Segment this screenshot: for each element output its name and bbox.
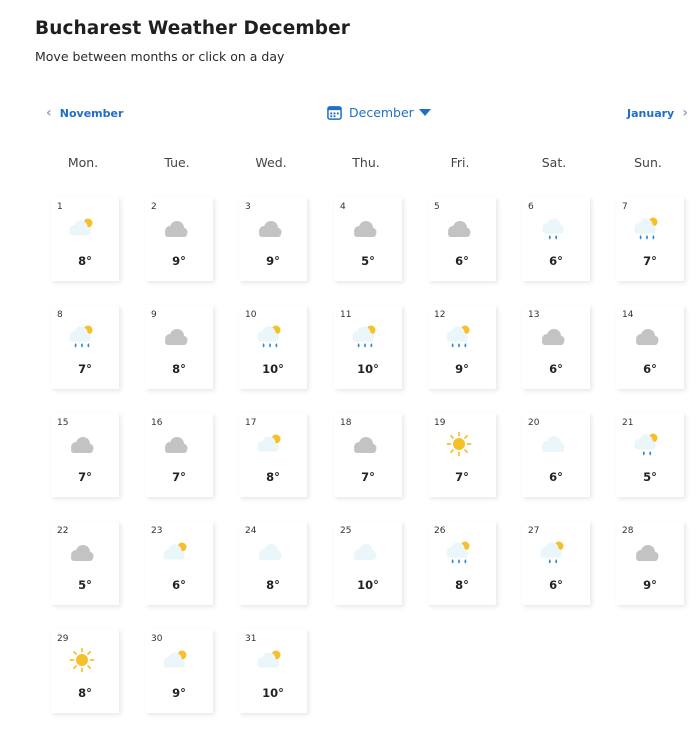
day-temperature: 9° [172, 686, 186, 700]
cloud-icon [67, 537, 97, 571]
day-card[interactable] [522, 197, 590, 281]
day-temperature: 8° [266, 470, 280, 484]
day-temperature: 9° [266, 254, 280, 268]
day-temperature: 9° [455, 362, 469, 376]
weekday-label: Tue. [164, 155, 190, 170]
day-card[interactable] [334, 305, 402, 389]
day-temperature: 10° [262, 686, 284, 700]
weekday-label: Sat. [541, 155, 567, 170]
day-number: 22 [57, 526, 69, 536]
sun-icon [444, 429, 474, 463]
day-number: 1 [57, 202, 63, 212]
day-card[interactable] [145, 197, 213, 281]
cloud-icon [632, 321, 662, 355]
sun-rain-light-icon [538, 537, 568, 571]
day-temperature: 6° [172, 578, 186, 592]
page-subtitle: Move between months or click on a day [35, 49, 285, 64]
partly-cloudy-icon [255, 429, 285, 463]
weekday-label: Mon. [67, 155, 99, 170]
weekday-label: Wed. [255, 155, 287, 170]
day-number: 17 [245, 418, 257, 428]
month-dropdown[interactable] [327, 105, 431, 120]
cloud-icon [444, 213, 474, 247]
cloud-icon [350, 429, 380, 463]
day-temperature: 9° [172, 254, 186, 268]
day-card[interactable] [428, 521, 496, 605]
day-number: 25 [340, 526, 352, 536]
day-temperature: 6° [455, 254, 469, 268]
day-number: 27 [528, 526, 540, 536]
sun-rain-icon [444, 321, 474, 355]
day-number: 20 [528, 418, 540, 428]
day-number: 8 [57, 310, 63, 320]
weekday-label: Thu. [352, 155, 380, 170]
prev-month-label: November [59, 106, 124, 120]
day-card[interactable] [428, 413, 496, 497]
day-card[interactable] [522, 305, 590, 389]
day-number: 16 [151, 418, 163, 428]
day-number: 9 [151, 310, 157, 320]
day-number: 10 [245, 310, 257, 320]
day-card[interactable] [145, 629, 213, 713]
partly-cloudy-icon [67, 213, 97, 247]
day-temperature: 8° [78, 254, 92, 268]
day-card[interactable] [51, 197, 119, 281]
cloud-icon [350, 213, 380, 247]
day-number: 19 [434, 418, 446, 428]
day-number: 11 [340, 310, 352, 320]
day-temperature: 6° [549, 470, 563, 484]
cloud-icon [67, 429, 97, 463]
partly-cloudy-icon [161, 537, 191, 571]
day-card[interactable] [239, 197, 307, 281]
chevron-right-icon: › [682, 105, 688, 121]
day-temperature: 10° [357, 578, 379, 592]
sun-rain-icon [350, 321, 380, 355]
cloud-icon [632, 537, 662, 571]
day-number: 13 [528, 310, 540, 320]
day-temperature: 7° [361, 470, 375, 484]
light-cloud-icon [538, 429, 568, 463]
day-number: 24 [245, 526, 257, 536]
light-cloud-icon [255, 537, 285, 571]
day-number: 15 [57, 418, 69, 428]
day-temperature: 6° [549, 254, 563, 268]
day-card[interactable] [239, 629, 307, 713]
sun-rain-light-icon [632, 429, 662, 463]
day-card[interactable] [51, 521, 119, 605]
day-number: 21 [622, 418, 634, 428]
day-temperature: 6° [643, 362, 657, 376]
day-temperature: 5° [361, 254, 375, 268]
day-card[interactable] [428, 197, 496, 281]
day-card[interactable] [145, 413, 213, 497]
partly-cloudy-icon [255, 645, 285, 679]
day-number: 5 [434, 202, 440, 212]
day-number: 26 [434, 526, 446, 536]
day-temperature: 8° [172, 362, 186, 376]
next-month-link[interactable] [627, 106, 688, 120]
caret-down-icon [419, 109, 431, 116]
day-temperature: 5° [78, 578, 92, 592]
day-number: 29 [57, 634, 69, 644]
day-number: 2 [151, 202, 157, 212]
day-temperature: 7° [78, 362, 92, 376]
day-temperature: 8° [78, 686, 92, 700]
day-number: 7 [622, 202, 628, 212]
next-month-label: January [627, 106, 675, 120]
day-temperature: 7° [78, 470, 92, 484]
day-temperature: 8° [455, 578, 469, 592]
calendar-icon [327, 105, 342, 120]
day-card[interactable] [334, 197, 402, 281]
day-number: 14 [622, 310, 634, 320]
sun-rain-icon [444, 537, 474, 571]
day-card[interactable] [239, 413, 307, 497]
day-temperature: 7° [172, 470, 186, 484]
day-number: 31 [245, 634, 257, 644]
day-number: 3 [245, 202, 251, 212]
day-card[interactable] [616, 305, 684, 389]
day-temperature: 9° [643, 578, 657, 592]
day-card[interactable] [334, 521, 402, 605]
day-card[interactable] [616, 197, 684, 281]
day-temperature: 6° [549, 578, 563, 592]
current-month-label: December [349, 105, 414, 120]
day-temperature: 7° [643, 254, 657, 268]
partly-cloudy-icon [161, 645, 191, 679]
day-number: 6 [528, 202, 534, 212]
day-card[interactable] [616, 521, 684, 605]
day-card[interactable] [239, 305, 307, 389]
sun-rain-icon [67, 321, 97, 355]
day-temperature: 8° [266, 578, 280, 592]
day-number: 4 [340, 202, 346, 212]
weekday-label: Sun. [634, 155, 662, 170]
day-card[interactable] [51, 413, 119, 497]
day-number: 28 [622, 526, 634, 536]
day-card[interactable] [522, 413, 590, 497]
sun-rain-icon [632, 213, 662, 247]
light-rain-icon [538, 213, 568, 247]
cloud-icon [161, 321, 191, 355]
day-card[interactable] [145, 521, 213, 605]
day-temperature: 5° [643, 470, 657, 484]
day-number: 23 [151, 526, 163, 536]
day-card[interactable] [428, 305, 496, 389]
day-temperature: 10° [262, 362, 284, 376]
cloud-icon [538, 321, 568, 355]
cloud-icon [161, 213, 191, 247]
prev-month-link[interactable] [46, 106, 123, 120]
day-card[interactable] [522, 521, 590, 605]
page-title: Bucharest Weather December [35, 18, 350, 39]
day-card[interactable] [334, 413, 402, 497]
day-temperature: 10° [357, 362, 379, 376]
cloud-icon [255, 213, 285, 247]
sun-icon [67, 645, 97, 679]
sun-rain-icon [255, 321, 285, 355]
day-number: 18 [340, 418, 352, 428]
weekday-label: Fri. [450, 155, 470, 170]
cloud-icon [161, 429, 191, 463]
day-card[interactable] [239, 521, 307, 605]
chevron-left-icon: ‹ [46, 105, 52, 121]
day-card[interactable] [51, 629, 119, 713]
day-temperature: 7° [455, 470, 469, 484]
light-cloud-icon [350, 537, 380, 571]
day-temperature: 6° [549, 362, 563, 376]
day-card[interactable] [51, 305, 119, 389]
day-number: 12 [434, 310, 446, 320]
day-number: 30 [151, 634, 163, 644]
day-card[interactable] [145, 305, 213, 389]
day-card[interactable] [616, 413, 684, 497]
